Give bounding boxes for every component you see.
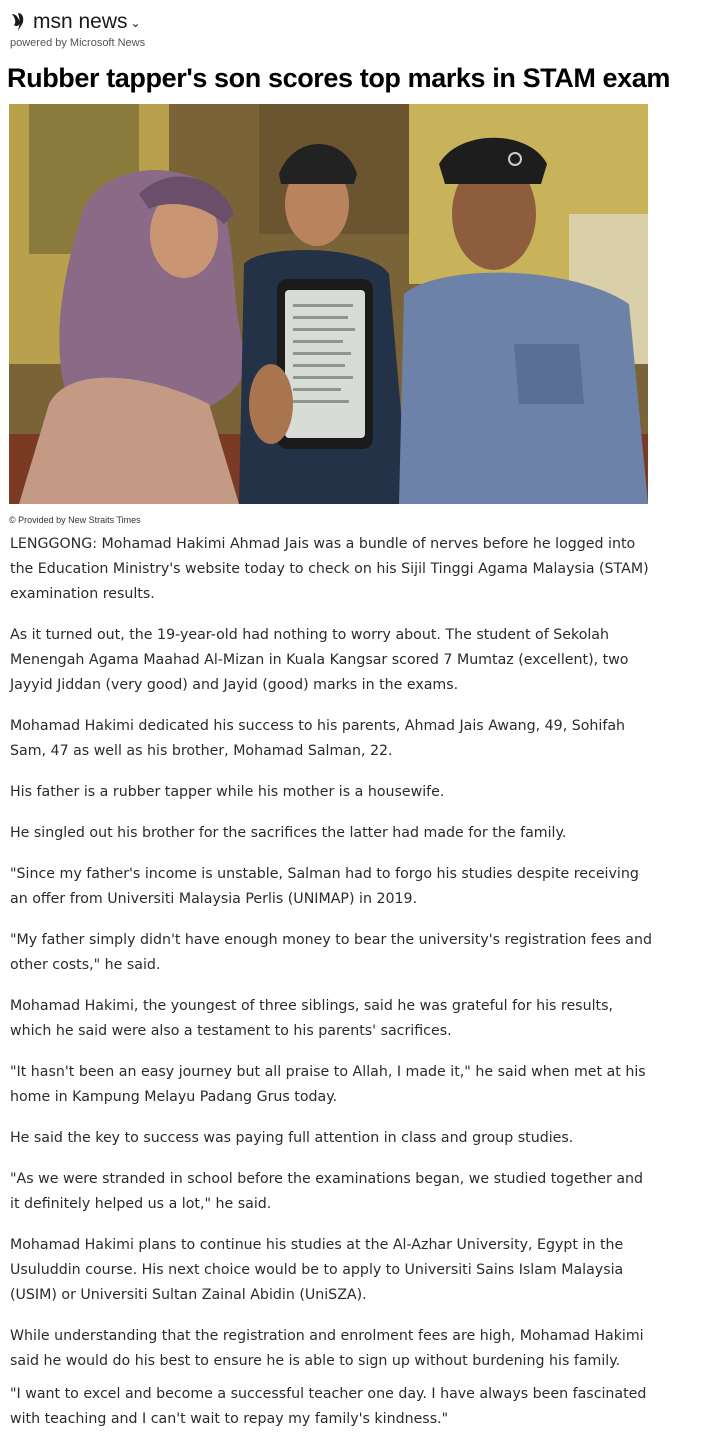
site-header xyxy=(10,8,710,50)
article-paragraph: He singled out his brother for the sacrifices the latter had made for the family. xyxy=(10,825,567,841)
photo-credit: © Provided by New Straits Times xyxy=(9,515,141,525)
article-paragraph: His father is a rubber tapper while his mother is a housewife. xyxy=(10,784,445,800)
article-paragraph: "I want to excel and become a successful teacher one day. I have always been fascinated with teaching and I can't wait to repay my family's kindness." xyxy=(10,1386,647,1427)
brand-name[interactable]: msn news xyxy=(33,10,128,33)
brand-menu[interactable] xyxy=(10,8,710,36)
article-headline: Rubber tapper's son scores top marks in STAM exam xyxy=(7,63,671,93)
powered-by-label: powered by Microsoft News xyxy=(10,37,146,49)
article-paragraph: LENGGONG: Mohamad Hakimi Ahmad Jais was a bundle of nerves before he logged into the Education Ministry's website today to check on his Sijil Tinggi Agama Malaysia (STAM) examination results. xyxy=(10,536,649,602)
msn-butterfly-icon xyxy=(10,11,30,33)
article-paragraph: "Since my father's income is unstable, Salman had to forgo his studies despite receiving an offer from Universiti Malaysia Perlis (UNIMAP) in 2019. xyxy=(10,866,639,907)
article-paragraph: Mohamad Hakimi, the youngest of three siblings, said he was grateful for his results, which he said were also a testament to his parents' sacrifices. xyxy=(10,998,613,1039)
article-paragraph: He said the key to success was paying full attention in class and group studies. xyxy=(10,1130,574,1146)
article-paragraph: As it turned out, the 19-year-old had nothing to worry about. The student of Sekolah Menengah Agama Maahad Al-Mizan in Kuala Kangsar scored 7 Mumtaz (excellent), two Jayyid Jiddan (very good) and Jayid (good) marks in the exams. xyxy=(10,627,629,693)
article-paragraph: Mohamad Hakimi dedicated his success to his parents, Ahmad Jais Awang, 49, Sohifah Sam, 47 as well as his brother, Mohamad Salman, 22. xyxy=(10,718,626,759)
article-body xyxy=(10,532,655,1448)
chevron-down-icon[interactable]: ⌄ xyxy=(130,16,141,30)
article-paragraph: "As we were stranded in school before the examinations began, we studied together and it definitely helped us a lot," he said. xyxy=(10,1171,644,1212)
article-paragraph: Mohamad Hakimi plans to continue his studies at the Al-Azhar University, Egypt in the Usuluddin course. His next choice would be to apply to Universiti Sains Islam Malaysia (USIM) or Universiti Sultan Zainal Abidin (UniSZA). xyxy=(10,1237,624,1303)
article-photo-illustration xyxy=(9,104,648,504)
article-paragraph: "It hasn't been an easy journey but all praise to Allah, I made it," he said when met at his home in Kampung Melayu Padang Grus today. xyxy=(10,1064,646,1105)
article-paragraph: While understanding that the registration and enrolment fees are high, Mohamad Hakimi said he would do his best to ensure he is able to sign up without burdening his family. xyxy=(10,1328,644,1369)
article-photo xyxy=(9,104,648,504)
article-paragraph: "My father simply didn't have enough money to bear the university's registration fees and other costs," he said. xyxy=(10,932,652,973)
